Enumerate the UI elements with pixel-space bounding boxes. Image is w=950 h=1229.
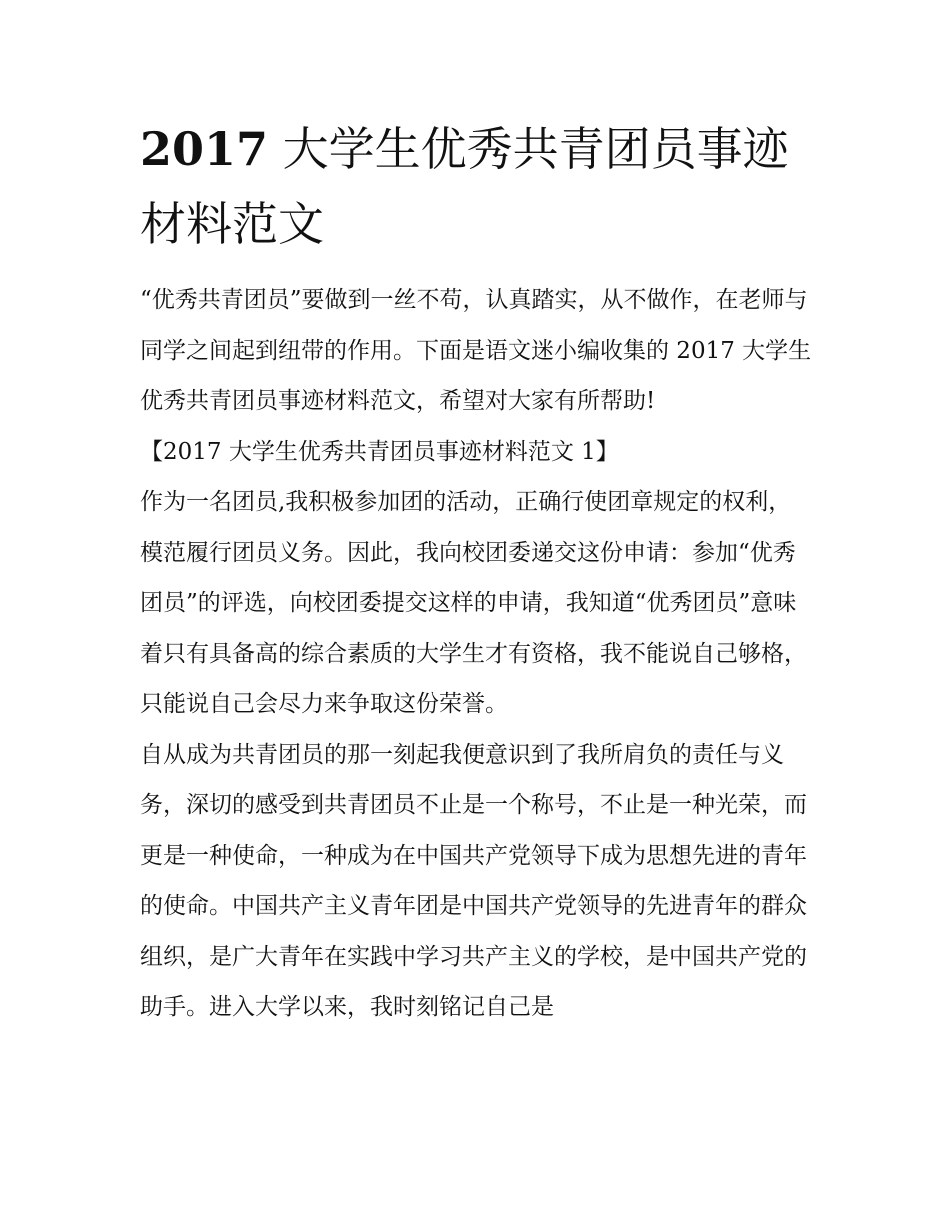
intro-paragraph: “优秀共青团员”要做到一丝不苟，认真踏实，从不做作，在老师与同学之间起到纽带的作用。下面是语文迷小编收集的 2017 大学生优秀共青团员事迹材料范文，希望对大家有所帮助! (140, 287, 812, 414)
body-paragraph: 作为一名团员,我积极参加团的活动，正确行使团章规定的权利，模范履行团员义务。因此，我向校团委递交这份申请：参加“优秀团员”的评选，向校团委提交这样的申请，我知道“优秀团员”意味着只有具备高的综合素质的大学生才有资格，我不能说自己够格，只能说自己会尽力来争取这份荣誉。 (140, 489, 807, 717)
section-heading: 【2017 大学生优秀共青团员事迹材料范文 1】 (140, 438, 619, 465)
document-title (140, 112, 820, 262)
document-body (140, 275, 814, 1033)
title-year: 2017 (140, 122, 269, 176)
title-text: 大学生优秀共青团员事迹材料范文 (140, 122, 789, 251)
body-paragraph: 自从成为共青团员的那一刻起我便意识到了我所肩负的责任与义务，深切的感受到共青团员不止是一个称号，不止是一种光荣，而更是一种使命，一种成为在中国共产党领导下成为思想先进的青年的使命。中国共产主义青年团是中国共产党领导的先进青年的群众组织，是广大青年在实践中学习共产主义的学校，是中国共产党的助手。进入大学以来，我时刻铭记自己是 (140, 741, 807, 1020)
